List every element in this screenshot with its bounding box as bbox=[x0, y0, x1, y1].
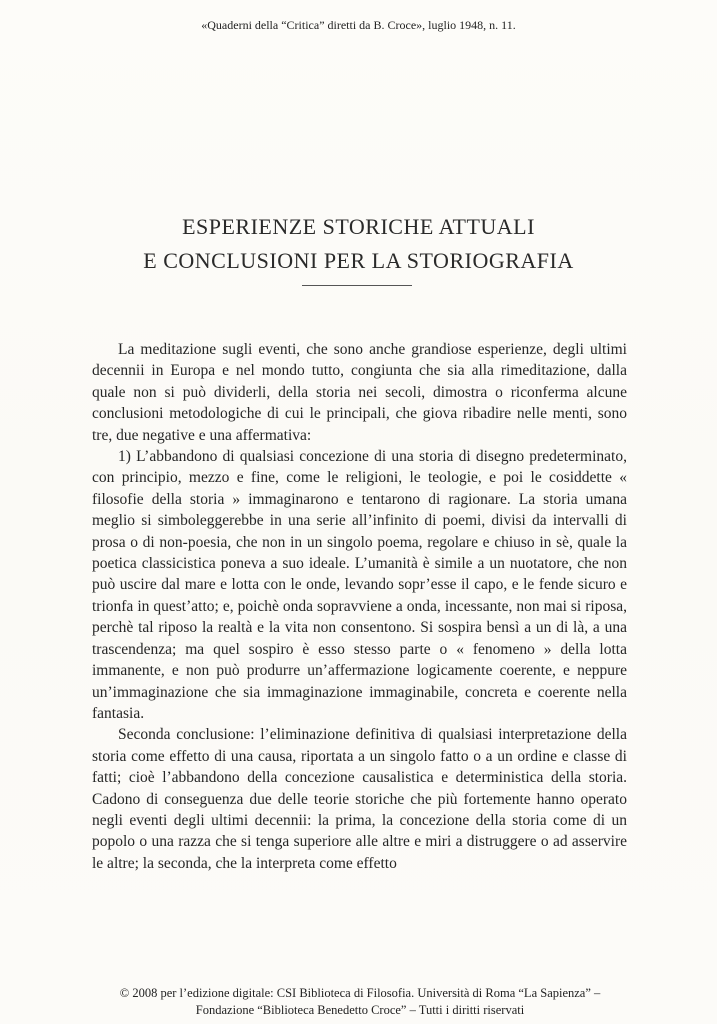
copyright-footer bbox=[80, 985, 640, 1019]
paragraph-intro: La meditazione sugli eventi, che sono anche grandiose esperienze, degli ultimi decennii in Europa e nel mondo tutto, congiunta che sia alla rimeditazione, dalla quale non si può dividerli, della storia nei secoli, dimostra o riconferma alcune conclusioni metodologiche di cui le principali, che giova ribadire nelle menti, sono tre, due negative e una affermativa: bbox=[92, 341, 627, 444]
paragraph-first-conclusion: 1) L’abbandono di qualsiasi concezione di una storia di disegno predeterminato, con principio, mezzo e fine, come le religioni, le teologie, e poi le cosiddette « filosofie della storia » immaginarono e tentarono di ragionare. La storia umana meglio si simboleggerebbe in una serie all’infinito di poemi, divisi da intervalli di prosa o di non-poesia, che non in un singolo poema, regolare e chiuso in sè, quale la poetica classicistica poneva a suo ideale. L’umanità è simile a un nuotatore, che non può uscire dal mare e lotta con le onde, levando sopr’esse il capo, e le fende sicuro e trionfa in quest’atto; e, poichè onda sopravviene a onda, incessante, non mai si riposa, perchè tal riposo la realtà e la vita non consentono. Si sospira bensì a un di là, a una trascendenza; ma quel sospiro è esso stesso parte o « fenomeno » della lotta immanente, e non può produrre un’affermazione logicamente coerente, e neppure un’immaginazione che sia immaginazione immaginabile, concreta e coerente nella fantasia. bbox=[92, 448, 627, 722]
title-line-2: E CONCLUSIONI PER LA STORIOGRAFIA bbox=[143, 248, 574, 273]
footer-line-1: © 2008 per l’edizione digitale: CSI Biblioteca di Filosofia. Università di Roma “La Sapienza” – bbox=[119, 986, 601, 1000]
header-citation: «Quaderni della “Critica” diretti da B. Croce», luglio 1948, n. 11. bbox=[201, 18, 516, 32]
title-line-1: ESPERIENZE STORICHE ATTUALI bbox=[182, 214, 535, 239]
body-text bbox=[92, 339, 627, 874]
article-title bbox=[0, 210, 717, 278]
paragraph-second-conclusion: Seconda conclusione: l’eliminazione definitiva di qualsiasi interpretazione della storia come effetto di una causa, riportata a un singolo fatto o a un ordine e classe di fatti; cioè l’abbandono della concezione causalistica e deterministica della storia. Cadono di conseguenza due delle teorie storiche che più fortemente hanno operato negli eventi degli ultimi decennii: la prima, la concezione della storia come di un popolo o una razza che si tenga superiore alle altre e miri a distruggere o ad asservire le altre; la seconda, che la interpreta come effetto bbox=[92, 726, 627, 872]
footer-line-2: Fondazione “Biblioteca Benedetto Croce” – Tutti i diritti riservati bbox=[195, 1003, 525, 1017]
title-divider bbox=[302, 285, 412, 286]
